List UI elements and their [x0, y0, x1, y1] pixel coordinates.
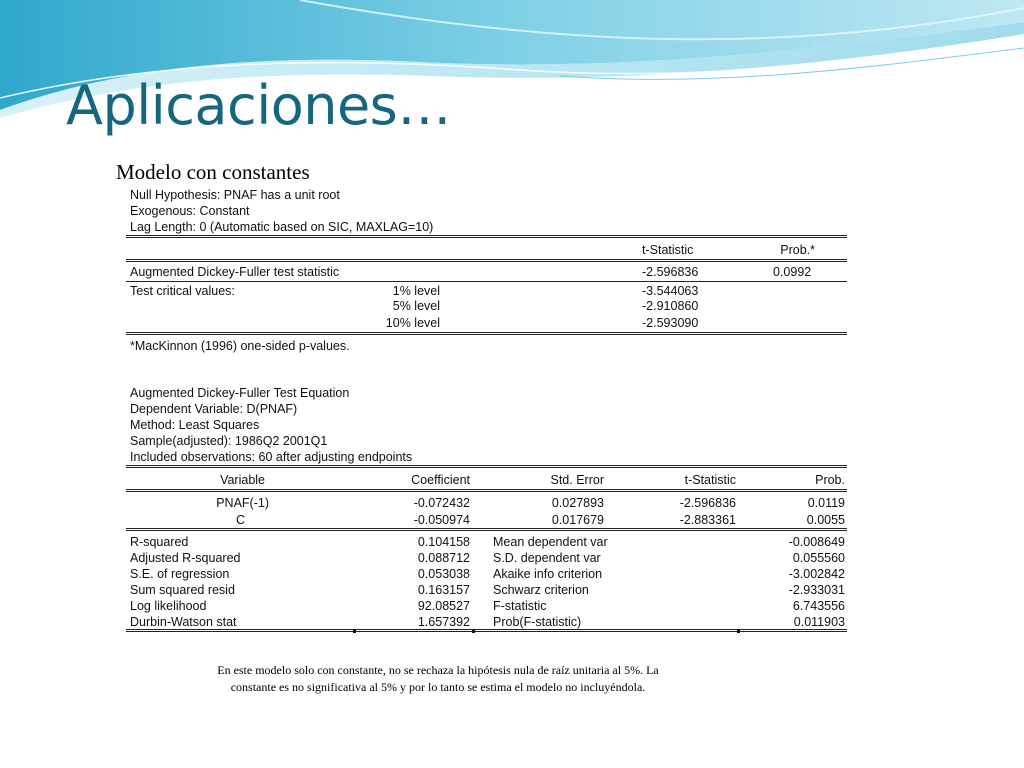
- mackinnon-footnote: *MacKinnon (1996) one-sided p-values.: [130, 339, 350, 353]
- stat-value-right: -2.933031: [788, 583, 845, 597]
- coef-row-1-coefficient: -0.072432: [413, 496, 470, 510]
- stat-label-left: Log likelihood: [130, 599, 207, 613]
- eviews-output-table: [124, 186, 857, 634]
- stat-label-left: Durbin-Watson stat: [130, 615, 237, 629]
- coef-row-1-prob: 0.0119: [807, 496, 845, 510]
- coef-row-2-prob: 0.0055: [806, 513, 845, 527]
- table-rule: [126, 528, 847, 531]
- adf-test-label: Augmented Dickey-Fuller test statistic: [130, 265, 340, 279]
- coef-row-1-variable: PNAF(-1): [216, 496, 269, 510]
- conclusion-note: En este modelo solo con constante, no se rechaza la hipótesis nula de raíz unitaria al 5%. La constante es no significativa al 5% y por lo tanto se estima el modelo no incluyéndola.: [217, 663, 659, 694]
- coef-row-1-std-error: 0.027893: [551, 496, 604, 510]
- coef-row-2-std-error: 0.017679: [551, 513, 604, 527]
- stat-label-right: Prob(F-statistic): [493, 615, 582, 629]
- stat-value-left: 0.088712: [417, 551, 470, 565]
- stat-value-left: 0.104158: [417, 535, 470, 549]
- table-rule: [126, 235, 847, 238]
- stat-value-right: 0.055560: [792, 551, 845, 565]
- table-rule: [126, 281, 847, 282]
- table-rule: [126, 489, 847, 492]
- stat-value-right: -0.008649: [788, 535, 845, 549]
- coef-row-1-t-statistic: -2.596836: [679, 496, 736, 510]
- stat-label-left: R-squared: [130, 535, 189, 549]
- stat-value-right: -3.002842: [788, 567, 845, 581]
- critical-level-5: 5% level: [392, 299, 440, 313]
- critical-level-1: 1% level: [392, 284, 440, 298]
- col-header-coefficient: Coefficient: [411, 473, 470, 487]
- col-header-t-statistic: t-Statistic: [684, 473, 736, 487]
- table-artifact-mark: [472, 629, 475, 633]
- stat-value-left: 0.163157: [417, 583, 470, 597]
- coef-row-2-t-statistic: -2.883361: [679, 513, 736, 527]
- exogenous-line: Exogenous: Constant: [130, 204, 250, 218]
- stat-label-right: S.D. dependent var: [493, 551, 601, 565]
- stat-label-left: Sum squared resid: [130, 583, 235, 597]
- col-header-prob: Prob.*: [780, 243, 815, 257]
- col-header-prob: Prob.: [815, 473, 845, 487]
- stat-label-left: S.E. of regression: [130, 567, 230, 581]
- critical-value-10: -2.593090: [642, 316, 699, 330]
- equation-title: Augmented Dickey-Fuller Test Equation: [130, 386, 350, 400]
- observations-line: Included observations: 60 after adjusting endpoints: [130, 450, 413, 464]
- table-rule: [126, 465, 847, 468]
- lag-length-line: Lag Length: 0 (Automatic based on SIC, MAXLAG=10): [130, 220, 434, 234]
- critical-values-label: Test critical values:: [130, 284, 235, 298]
- stat-value-right: 6.743556: [792, 599, 845, 613]
- stat-label-right: Mean dependent var: [493, 535, 608, 549]
- table-artifact-mark: [737, 629, 740, 633]
- table-rule: [126, 259, 847, 262]
- col-header-tstat: t-Statistic: [642, 243, 694, 257]
- stat-label-right: Schwarz criterion: [493, 583, 589, 597]
- method-line: Method: Least Squares: [130, 418, 260, 432]
- col-header-variable: Variable: [220, 473, 265, 487]
- table-artifact-mark: [353, 629, 356, 633]
- sample-line: Sample(adjusted): 1986Q2 2001Q1: [130, 434, 328, 448]
- col-header-std-error: Std. Error: [550, 473, 604, 487]
- slide-title: Aplicaciones…: [66, 74, 451, 137]
- stat-label-right: Akaike info criterion: [493, 567, 603, 581]
- adf-test-prob: 0.0992: [773, 265, 812, 279]
- table-rule: [126, 332, 847, 335]
- stat-value-left: 92.08527: [417, 599, 470, 613]
- adf-test-tstat: -2.596836: [642, 265, 699, 279]
- dependent-variable-line: Dependent Variable: D(PNAF): [130, 402, 298, 416]
- coef-row-2-variable: C: [235, 513, 245, 527]
- null-hypothesis-line: Null Hypothesis: PNAF has a unit root: [130, 188, 340, 202]
- stat-value-right: 0.011903: [793, 615, 845, 629]
- slide-subtitle: Modelo con constantes: [116, 160, 310, 184]
- stat-value-left: 1.657392: [417, 615, 470, 629]
- stat-label-right: F-statistic: [493, 599, 547, 613]
- stat-value-left: 0.053038: [417, 567, 470, 581]
- stat-label-left: Adjusted R-squared: [130, 551, 241, 565]
- critical-value-1: -3.544063: [642, 284, 699, 298]
- critical-level-10: 10% level: [385, 316, 440, 330]
- critical-value-5: -2.910860: [642, 299, 699, 313]
- coef-row-2-coefficient: -0.050974: [413, 513, 470, 527]
